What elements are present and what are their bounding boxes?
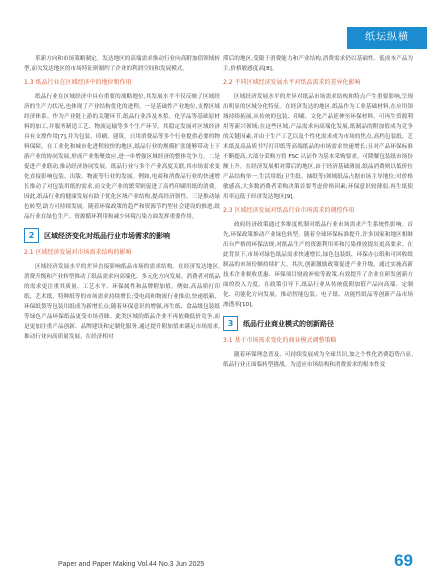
subsection-heading: 3.1 基于市场需求变化的商业模式调整策略 [223,337,337,344]
section-title: 区域经济变化对纸品行业市场需求的影响 [44,231,170,240]
body-paragraph: 政府经济政策通过多维度机制对纸品行业市场需求产生系统性影响。首先,环保政策推动产业绿色转型。随着全球环保标准提升,许多国家和地区相继出台严格的环保法规,对纸品生产的资源利用率和污染排放提出更高要求。在此背景下,市场对绿色纸品需求快速增长,绿色包装纸、环保办公纸和可回收纸制品的市场份额持续扩大。其次,创新激励政策促进产业升级。通过实施高新技术企业税收优惠、环保项目财政补贴等政策,有效提升了企业在研发创新方面的投入力度。在政策引导下,纸品行业从传统低附加值产品向高端、定制化、功能化方向发展。推动智能包装、电子纸、功能性纸品等创新产品市场渗透率[10]。 [223,222,413,308]
body-paragraph: 滞后的地区,受限于消费能力和产业结构,消费需求仍以基础性、低成本产品为主,价格敏感度高[8]。 [223,56,413,72]
section-number: 2 [24,228,39,243]
journal-footer: Paper and Paper Making Vol.44 No.3 Jun 2025 [58,561,205,568]
body-paragraph: 随着环保理念普及、可持续发展成为全球共识,加之个性化消费趋势凸显,纸品行业正面临转型挑战。为适应市场结构和消费需求的根本性变 [223,352,413,368]
section-number: 3 [223,316,238,331]
body-paragraph: 纸品行业在区域经济中具有重要的战略地位,其发展水平不仅反映了区域经济的生产力状况,也体现了产业结构优化的进程。一是基础性产业地位,支撑区域经济体系。作为产业链上游的关键环节,纸品行业涉及木浆、化学品等基础原材料的加工,并服务制造工艺、物流运输等多个生产环节。其稳定发展对区域经济具有支撑作用[7],并为包装、印刷、建筑、日用消费品等多个行业提供必要的物料保障。在工业化和城市化进程较快的地区,纸品行业的规模扩张能够带动上下游产业的协同发展,形成产业集聚效应,进一步增强区域经济的整体竞争力。二是促进产业联动,推动经济协同发展。纸品行业与多个产业高度关联,其市场需求变化直接影响包装、出版、物流等行业的发展。例如,电商和消费品行业的快速增长推动了对包装用纸的需求,而文化产业的繁荣则促进了高档印刷用纸的消费。因此,纸品行业的健康发展有助于优化区域产业结构,提高经济韧性。三是推动绿色转型,助力可持续发展。随着环保政策的趋严和资源节约型社会建设的推进,纸品行业在绿色生产、资源循环利用和减少环境污染方面发挥重要作用。 [24,94,220,220]
section-heading [223,316,413,331]
section-tab: 纸坛纵横 [347,27,427,49]
body-paragraph: 区域经济发展水平的差异对纸品市场需求结构和特点产生重要影响,呈现出明显的区域分化特征。在经济发达的地区,纸品作为工业基础材料,在应用领域持续拓展,从传统的包装、印刷、文化产品延伸至环保材料、可再生资源利用等新兴领域;在这些区域,产品需求向高端化发展,纸制品的附加值成为竞争的关键因素,并由于生产工艺以及个性化需求成为市场的焦点,高档包装纸、艺术纸及高品质书写打印纸等高端纸品的市场需求快速增长;且对产品环保标准不断提高,大部分采购方将 FSC 认证作为基本采购要求。可降解包装纸市场份额上升。在经济发展相对滞后的地区,由于经济基础薄弱,纸品消费则以低价位产品结构单一,生活用纸(卫生纸、抽纸等)领域纸品占据市场主导地位;对价格敏感高,大多数消费者采购决策首要考虑价格因素;环保意识较薄弱,再生纸使用率远低于经济发达地区[9]。 [223,94,413,200]
left-column [24,54,220,343]
subsection-heading: 2.2 不同区域经济发展水平对纸品需求的差异化影响 [223,79,361,86]
body-paragraph: 区域经济发展水平的差异直接影响纸品市场的需求结构。在经济发达地区,消费升级和产业转型推动了纸品需求向高端化、多元化方向发展。消费者对纸品的需求更注重其质量、工艺水平、环保属性和品牌附加值。例如,高品质打印纸、艺术纸、特种纸等的市场需求持续增长;受电商和物流行业推动,快递纸箱、环保纸袋等包装用纸成为新增长点;随着环保意识的增强,再生纸、食品级包装纸等绿色产品环保纸品更受市场青睐。此类区域的纸品企业不再依赖低价竞争,而是更加注重产品创新、品牌建设和定制化服务,通过提升附加值来满足市场需求,推动行业向高质量发展。在经济相对 [24,264,220,340]
section-heading [24,228,220,243]
body-paragraph: 革新方向和市场策略制定。发达地区的高端需求推动行业向高附加值领域转型,而欠发达地区的市场特征则制约了企业的利润空间和发展模式。 [24,56,220,72]
subsection-heading: 2.1 区域经济发展对市场需求结构的影响 [24,249,132,256]
subsection-heading: 1.3 纸品行业在区域经济中的地位和作用 [24,79,132,86]
right-column [223,54,413,371]
subsection-heading: 2.3 区域经济发展对纸品行业市场需求的调控作用 [223,207,355,214]
section-title: 纸品行业商业模式的创新路径 [243,319,334,328]
page-number: 69 [394,551,413,570]
